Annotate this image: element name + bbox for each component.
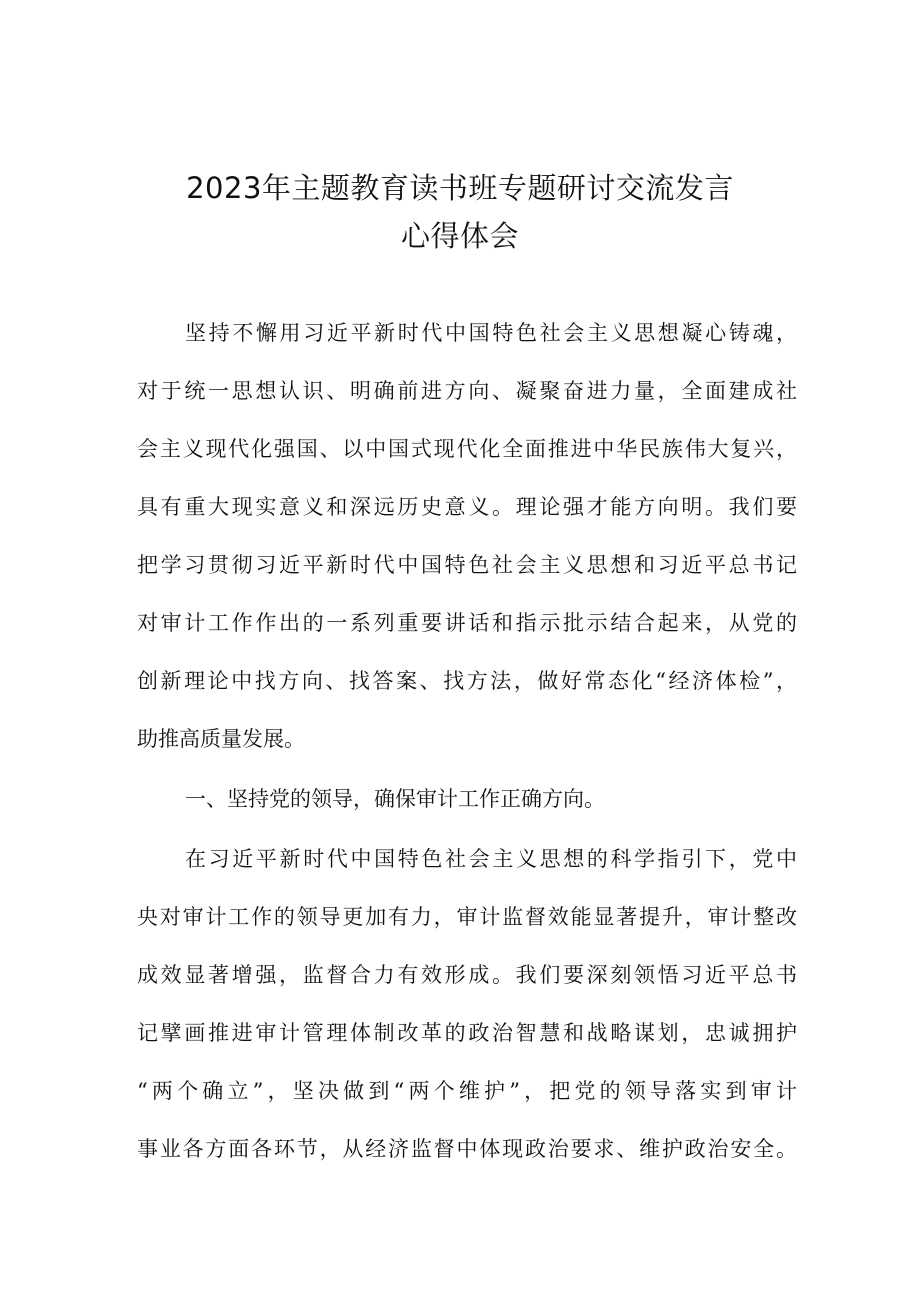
body-line: 助推高质量发展。 (137, 727, 305, 751)
body-line: 具有重大现实意义和深远历史意义。理论强才能方向明。我们要 (137, 495, 797, 519)
document-title-line-1: 2023年主题教育读书班专题研讨交流发言 (186, 171, 734, 205)
body-line: 对审计工作作出的一系列重要讲话和指示批示结合起来，从党的 (137, 611, 797, 635)
body-line: 央对审计工作的领导更加有力，审计监督效能显著提升，审计整改 (137, 905, 797, 929)
body-line: 记擘画推进审计管理体制改革的政治智慧和战略谋划，忠诚拥护 (137, 1021, 797, 1045)
body-line: 在习近平新时代中国特色社会主义思想的科学指引下，党中 (185, 847, 797, 871)
body-line: 坚持不懈用习近平新时代中国特色社会主义思想凝心铸魂， (185, 321, 797, 345)
document-title-line-2: 心得体会 (400, 219, 519, 253)
body-line: 对于统一思想认识、明确前进方向、凝聚奋进力量，全面建成社 (137, 379, 797, 403)
body-line: 把学习贯彻习近平新时代中国特色社会主义思想和习近平总书记 (137, 553, 797, 577)
document-body (137, 318, 797, 1218)
body-line: 会主义现代化强国、以中国式现代化全面推进中华民族伟大复兴， (137, 437, 797, 461)
section-heading: 一、坚持党的领导，确保审计工作正确方向。 (185, 787, 605, 811)
body-line: 成效显著增强，监督合力有效形成。我们要深刻领悟习近平总书 (137, 963, 797, 987)
body-line: 创新理论中找方向、找答案、找方法，做好常态化“经济体检”， (137, 669, 797, 693)
body-line: “两个确立”，坚决做到“两个维护”，把党的领导落实到审计 (137, 1079, 797, 1103)
body-line: 事业各方面各环节，从经济监督中体现政治要求、维护政治安全。 (137, 1137, 797, 1161)
